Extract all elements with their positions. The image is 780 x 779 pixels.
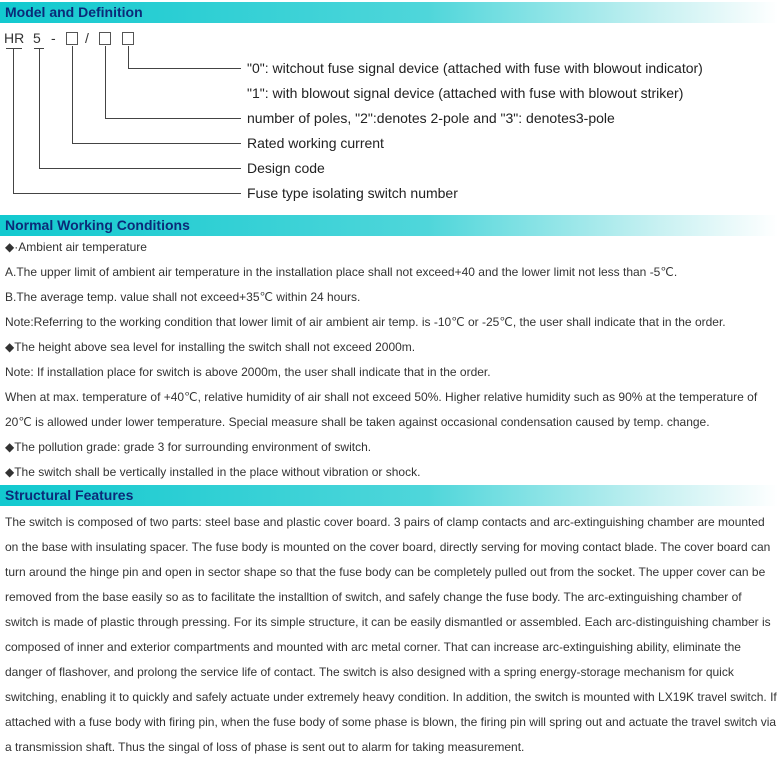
- leader-current-h: [72, 143, 241, 144]
- structural-features-text: The switch is composed of two parts: steel base and plastic cover board. 3 pairs of clamp contacts and arc-extinguishing chamber are mounted on the base with insulating spacer. The fuse body is mounted on the cover board, directly serving for moving contact blade. The cover board can turn around the hinge pin and open in sector shape so that the fuse body can be completely pulled out from the socket. The upper cover can be removed from the base easily so as to facilitate the installtion of switch, and safely change the fuse body. The arc-extinguishing chamber of switch is made of plastic through pressing. For its simple structure, it can be easily dismantled or assembled. Each arc-distinguishing chamber is composed of inner and exterior compartments and mounted with arc metal corner. That can increase arc-extinguishing ability, eliminate the danger of flashover, and prolong the service life of contact. The switch is also designed with a spring energy-storage mechanism for quick switching, enabling it to quickly and safely actuate under extremely heavy condition. In addition, the switch is mounted with LX19K travel switch. If attached with a fuse body with firing pin, when the fuse body of some phase is blown, the firing pin will spring out and actuate the travel switch via a transmission shaft. Thus the singal of loss of phase is sent out to alarm for taking measurement.: [5, 515, 777, 754]
- definition-signal-1: "1": with blowout signal device (attached with fuse with blowout striker): [247, 85, 684, 101]
- normal-line: When at max. temperature of +40℃, relative humidity of air shall not exceed 50%. Higher relative humidity such as 90% at the temperature of: [5, 390, 758, 404]
- definition-poles: number of poles, "2":denotes 2-pole and "3": denotes3-pole: [247, 110, 615, 126]
- model-code-hr: HR: [4, 30, 25, 46]
- leader-hr-h: [13, 193, 241, 194]
- normal-line: 20℃ is allowed under lower temperature. Special measure shall be taken against occasional condensation caused by temp. change.: [5, 415, 710, 429]
- normal-line: Note:Referring to the working condition that lower limit of air ambient air temp. is -10℃ or -25℃, the user shall indicate that in the order.: [5, 315, 726, 329]
- leader-design-h: [39, 168, 241, 169]
- leader-poles-v: [105, 46, 106, 118]
- definition-signal-0: "0": witchout fuse signal device (attached with fuse with blowout indicator): [247, 60, 703, 76]
- leader-poles-h: [105, 118, 241, 119]
- model-code-design: 5: [33, 30, 41, 46]
- section-header-model: Model and Definition: [0, 2, 778, 23]
- leader-hr-v: [13, 49, 14, 193]
- placeholder-box-poles: [99, 32, 111, 45]
- normal-line: ◆The pollution grade: grade 3 for surrounding environment of switch.: [5, 440, 372, 454]
- definition-current: Rated working current: [247, 135, 384, 151]
- definition-type: Fuse type isolating switch number: [247, 185, 458, 201]
- normal-line: B.The average temp. value shall not exceed+35℃ within 24 hours.: [5, 290, 361, 304]
- hr-underline: [6, 48, 22, 49]
- placeholder-box-signal: [122, 32, 134, 45]
- normal-line: A.The upper limit of ambient air temperature in the installation place shall not exceed+40 and the lower limit not less than -5℃.: [5, 265, 678, 279]
- leader-current-v: [72, 46, 73, 143]
- leader-signal-v: [128, 46, 129, 68]
- model-code-slash: /: [85, 30, 89, 46]
- section-header-normal: Normal Working Conditions: [0, 215, 778, 236]
- normal-line: Note: If installation place for switch is above 2000m, the user shall indicate that in the order.: [5, 365, 491, 379]
- normal-line: ◆·Ambient air temperature: [5, 240, 147, 254]
- leader-design-v: [39, 49, 40, 168]
- leader-signal-h: [128, 68, 241, 69]
- definition-design: Design code: [247, 160, 325, 176]
- placeholder-box-current: [66, 32, 78, 45]
- section-header-structural: Structural Features: [0, 485, 778, 506]
- normal-line: ◆The height above sea level for installing the switch shall not exceed 2000m.: [5, 340, 416, 354]
- model-code-dash: -: [51, 30, 56, 46]
- normal-line: ◆The switch shall be vertically installed in the place without vibration or shock.: [5, 465, 421, 479]
